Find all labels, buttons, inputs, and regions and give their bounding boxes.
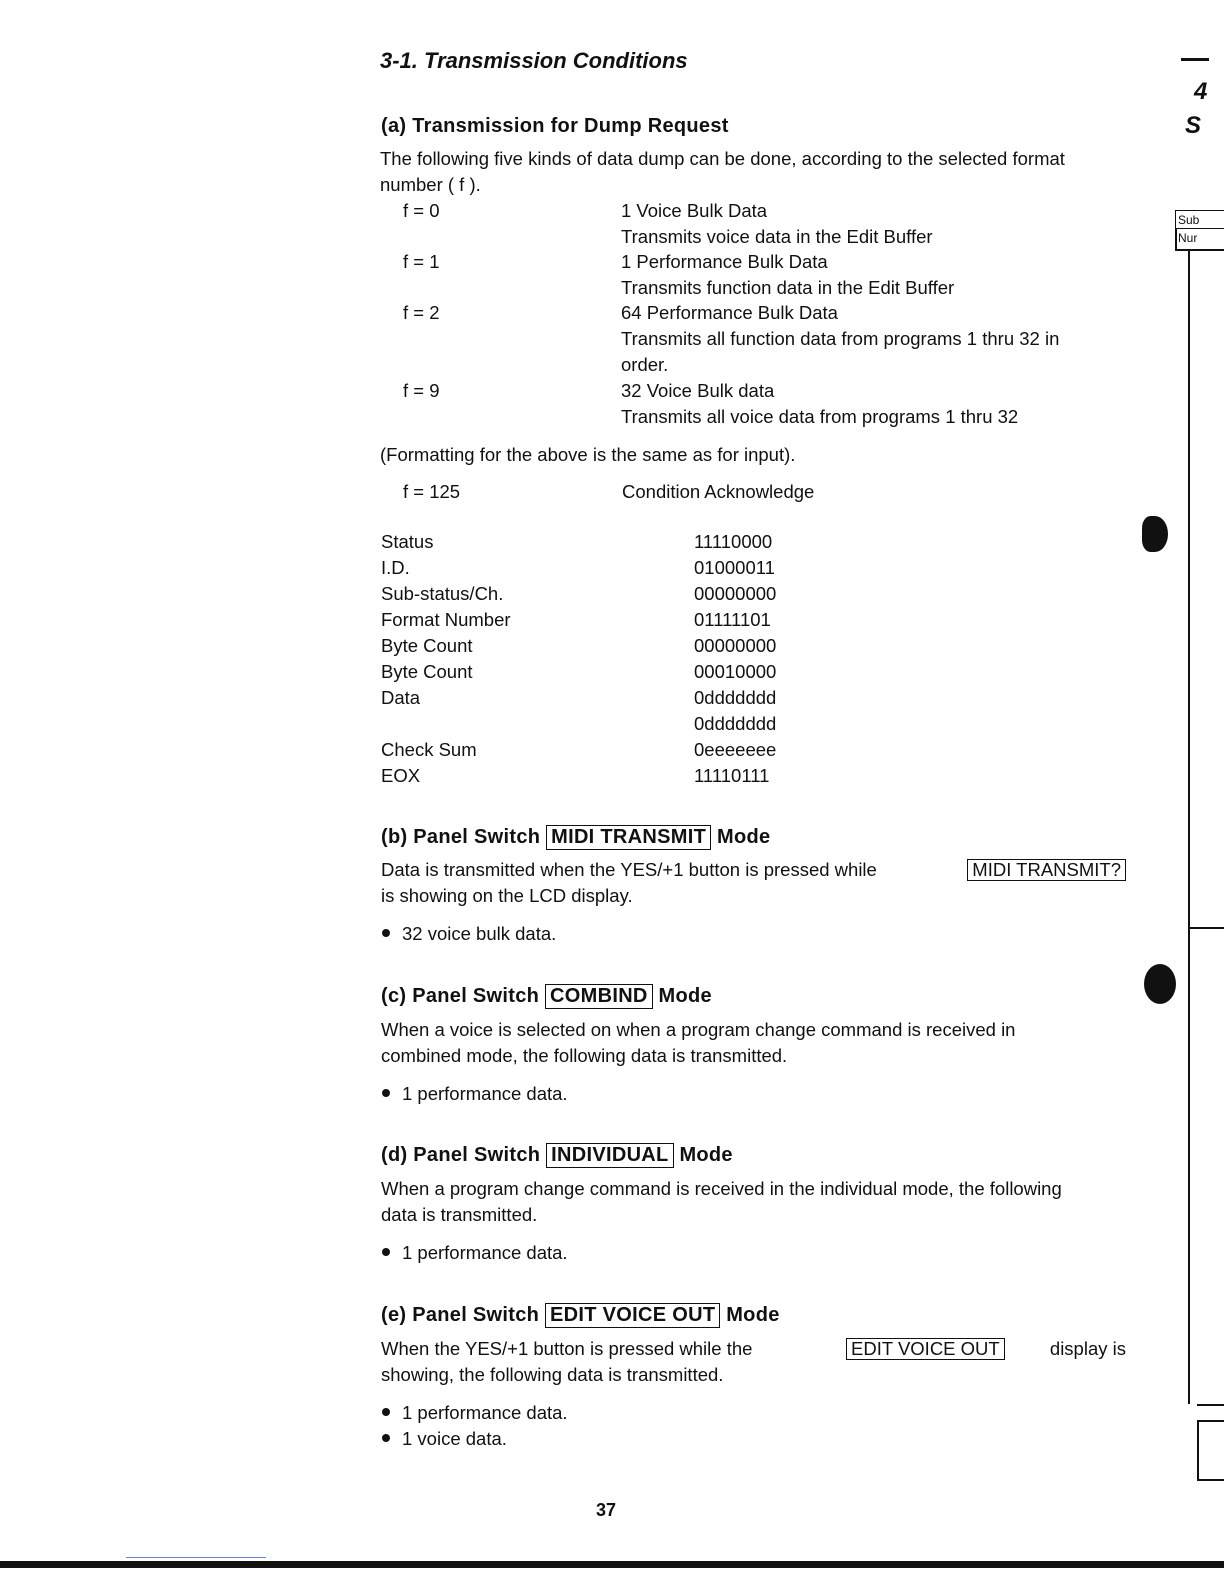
format-f9-desc: Transmits all voice data from programs 1 thru 32 xyxy=(621,406,1019,427)
list-item: 32 voice bulk data. xyxy=(382,923,556,945)
b-text-pre: Data is transmitted when the YES/+1 button is pressed while xyxy=(381,859,877,880)
table-label: Status xyxy=(381,531,434,552)
table-value: 11110111 xyxy=(694,765,770,786)
bullet-icon xyxy=(382,1089,390,1097)
heading-b-suffix: Mode xyxy=(716,826,771,848)
edge-table-header-bottom xyxy=(1175,228,1224,229)
ack-label: Condition Acknowledge xyxy=(622,481,815,502)
combind-switch-label: COMBIND xyxy=(545,984,653,1009)
format-f9: f = 9 xyxy=(403,380,440,401)
table-label: Data xyxy=(381,687,421,708)
bullet-icon xyxy=(382,1248,390,1256)
table-label: Byte Count xyxy=(381,635,473,656)
format-f2-title: 64 Performance Bulk Data xyxy=(621,302,838,323)
a-intro-line1: The following five kinds of data dump can be done, according to the selected format xyxy=(380,148,1065,169)
heading-c-prefix: (c) Panel Switch xyxy=(381,985,540,1007)
edit-voice-out-lcd: EDIT VOICE OUT xyxy=(846,1338,1005,1360)
table-value: 00000000 xyxy=(694,635,777,656)
bottom-rule xyxy=(0,1561,1224,1568)
format-f1-title: 1 Performance Bulk Data xyxy=(621,251,828,272)
list-item: 1 voice data. xyxy=(382,1428,507,1450)
edge-chapter-letter: S xyxy=(1185,112,1202,139)
heading-e xyxy=(381,1303,780,1328)
format-f2-desc2: order. xyxy=(621,354,669,375)
table-label: I.D. xyxy=(381,557,410,578)
heading-d-suffix: Mode xyxy=(679,1144,733,1166)
e-text-line2: showing, the following data is transmitted. xyxy=(381,1364,724,1385)
binder-hole-mark xyxy=(1142,516,1168,552)
d-text-line2: data is transmitted. xyxy=(381,1204,538,1225)
heading-e-prefix: (e) Panel Switch xyxy=(381,1304,540,1326)
b-text-line1 xyxy=(381,859,1126,881)
list-item: 1 performance data. xyxy=(382,1242,568,1264)
table-label: Byte Count xyxy=(381,661,473,682)
binder-hole-mark xyxy=(1144,964,1176,1004)
bullet-icon xyxy=(382,929,390,937)
bullet-icon xyxy=(382,1434,390,1442)
table-label: EOX xyxy=(381,765,421,786)
heading-c xyxy=(381,984,712,1009)
page-number: 37 xyxy=(596,1500,617,1520)
table-value: 01111101 xyxy=(694,609,771,630)
edge-table-line xyxy=(1188,249,1190,1404)
heading-b-prefix: (b) Panel Switch xyxy=(381,826,541,848)
d-text-line1: When a program change command is received in the individual mode, the following xyxy=(381,1178,1062,1199)
format-f1: f = 1 xyxy=(403,251,440,272)
e-text-line1 xyxy=(381,1338,1126,1360)
table-label: Format Number xyxy=(381,609,511,630)
heading-c-suffix: Mode xyxy=(658,985,712,1007)
edge-chapter-number: 4 xyxy=(1194,78,1208,105)
formatting-note: (Formatting for the above is the same as for input). xyxy=(380,444,796,465)
list-item: 1 performance data. xyxy=(382,1083,568,1105)
midi-transmit-switch-label: MIDI TRANSMIT xyxy=(546,825,711,850)
scan-line-artifact xyxy=(126,1557,266,1558)
heading-a: (a) Transmission for Dump Request xyxy=(381,115,729,137)
format-f2-desc1: Transmits all function data from programs 1 thru 32 in xyxy=(621,328,1060,349)
edge-box-line xyxy=(1197,1479,1224,1481)
heading-d-prefix: (d) Panel Switch xyxy=(381,1144,541,1166)
heading-e-suffix: Mode xyxy=(726,1304,780,1326)
heading-d xyxy=(381,1143,733,1168)
edge-table-line xyxy=(1175,228,1177,250)
table-value: 11110000 xyxy=(694,531,773,552)
edge-box-line xyxy=(1197,1420,1199,1480)
c-text-line2: combined mode, the following data is transmitted. xyxy=(381,1045,788,1066)
format-f0: f = 0 xyxy=(403,200,440,221)
edge-table-line xyxy=(1197,1404,1224,1406)
e-text-post: display is xyxy=(1049,1338,1126,1359)
edit-voice-out-switch-label: EDIT VOICE OUT xyxy=(545,1303,720,1328)
format-f0-title: 1 Voice Bulk Data xyxy=(621,200,768,221)
table-label: Check Sum xyxy=(381,739,477,760)
midi-transmit-lcd: MIDI TRANSMIT? xyxy=(967,859,1126,881)
format-f9-title: 32 Voice Bulk data xyxy=(621,380,775,401)
table-value: 0ddddddd xyxy=(694,687,777,708)
list-item: 1 performance data. xyxy=(382,1402,568,1424)
table-value: 0eeeeeee xyxy=(694,739,777,760)
table-value: 01000011 xyxy=(694,557,775,578)
edge-table-header-label2: Nur xyxy=(1178,231,1198,245)
ack-f: f = 125 xyxy=(403,481,461,502)
table-label: Sub-status/Ch. xyxy=(381,583,504,604)
c-text-line1: When a voice is selected on when a program change command is received in xyxy=(381,1019,1016,1040)
section-title: 3-1. Transmission Conditions xyxy=(380,48,688,73)
heading-b xyxy=(381,825,770,850)
bullet-icon xyxy=(382,1408,390,1416)
edge-box-line xyxy=(1197,1420,1224,1422)
individual-switch-label: INDIVIDUAL xyxy=(546,1143,673,1168)
format-f0-desc: Transmits voice data in the Edit Buffer xyxy=(621,226,933,247)
edge-rule xyxy=(1181,58,1209,61)
edge-table-line xyxy=(1188,927,1224,929)
format-f2: f = 2 xyxy=(403,302,440,323)
table-value: 00000000 xyxy=(694,583,777,604)
e-text-pre: When the YES/+1 button is pressed while the xyxy=(381,1338,753,1359)
edge-table-header-label1: Sub xyxy=(1178,213,1200,227)
a-intro-line2: number ( f ). xyxy=(380,174,481,195)
b-text-line2: is showing on the LCD display. xyxy=(381,885,633,906)
format-f1-desc: Transmits function data in the Edit Buffer xyxy=(621,277,955,298)
edge-table-line xyxy=(1175,249,1224,251)
table-value: 0ddddddd xyxy=(694,713,777,734)
table-value: 00010000 xyxy=(694,661,777,682)
